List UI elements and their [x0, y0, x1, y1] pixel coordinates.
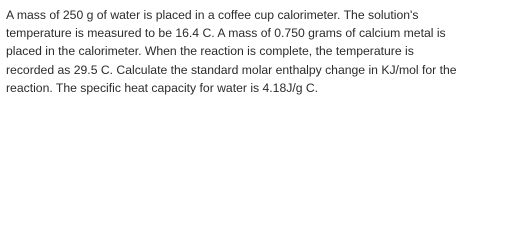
question-line: A mass of 250 g of water is placed in a coffee cup calorimeter. The solution's	[6, 8, 419, 22]
question-line: recorded as 29.5 C. Calculate the standard molar enthalpy change in KJ/mol for the	[6, 62, 457, 77]
question-line: temperature is measured to be 16.4 C. A mass of 0.750 grams of calcium metal is	[6, 26, 446, 41]
question-line: placed in the calorimeter. When the reaction is complete, the temperature is	[6, 44, 414, 59]
question-text	[0, 0, 506, 97]
question-line: reaction. The specific heat capacity for water is 4.18J/g C.	[6, 80, 319, 95]
